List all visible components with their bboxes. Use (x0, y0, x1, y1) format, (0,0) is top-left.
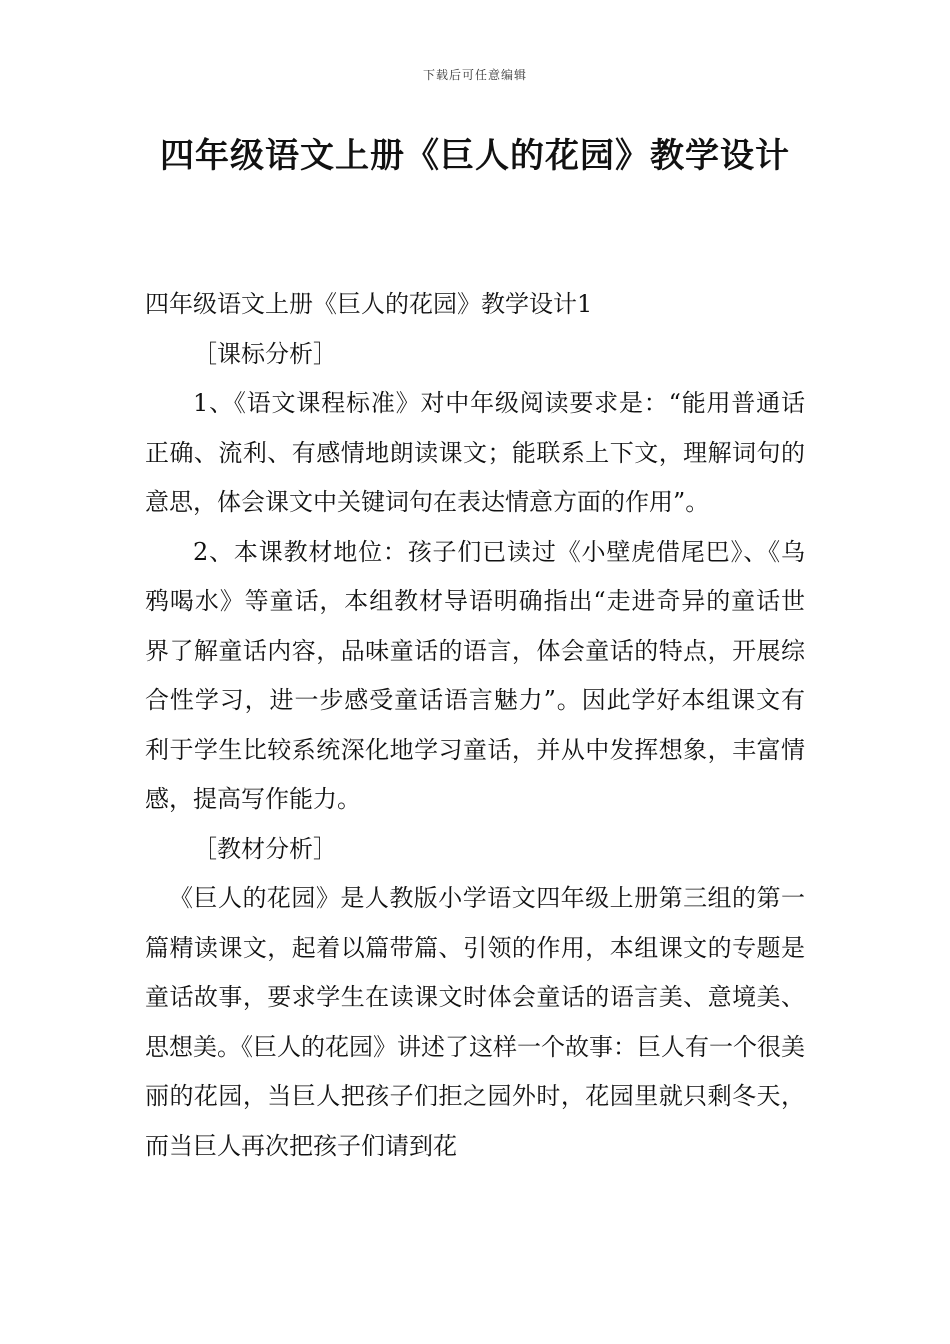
paragraph: 1、《语文课程标准》对中年级阅读要求是：“能用普通话正确、流利、有感情地朗读课文；能联系上下文，理解词句的意思，体会课文中关键词句在表达情意方面的作用”。 (145, 389, 805, 516)
paragraph: 2、本课教材地位：孩子们已读过《小壁虎借尾巴》、《乌鸦喝水》等童话，本组教材导语明确指出“走进奇异的童话世界了解童话内容，品味童话的语言，体会童话的特点，开展综合性学习，进一步感受童话语言魅力”。因此学好本组课文有利于学生比较系统深化地学习童话，并从中发挥想象，丰富情感，提高写作能力。 (145, 537, 805, 813)
document-body (145, 280, 805, 1171)
header-note: 下载后可任意编辑 (422, 68, 527, 82)
section-heading-textbook: ［教材分析］ (193, 834, 337, 863)
paragraph: 《巨人的花园》是人教版小学语文四年级上册第三组的第一篇精读课文，起着以篇带篇、引领的作用，本组课文的专题是童话故事，要求学生在读课文时体会童话的语言美、意境美、思想美。《巨人的花园》讲述了这样一个故事：巨人有一个很美丽的花园，当巨人把孩子们拒之园外时，花园里就只剩冬天，而当巨人再次把孩子们请到花 (145, 884, 805, 1160)
document-title: 四年级语文上册《巨人的花园》教学设计 (160, 136, 790, 176)
document-subtitle: 四年级语文上册《巨人的花园》教学设计1 (145, 290, 593, 318)
section-heading-curriculum: ［课标分析］ (193, 339, 337, 368)
